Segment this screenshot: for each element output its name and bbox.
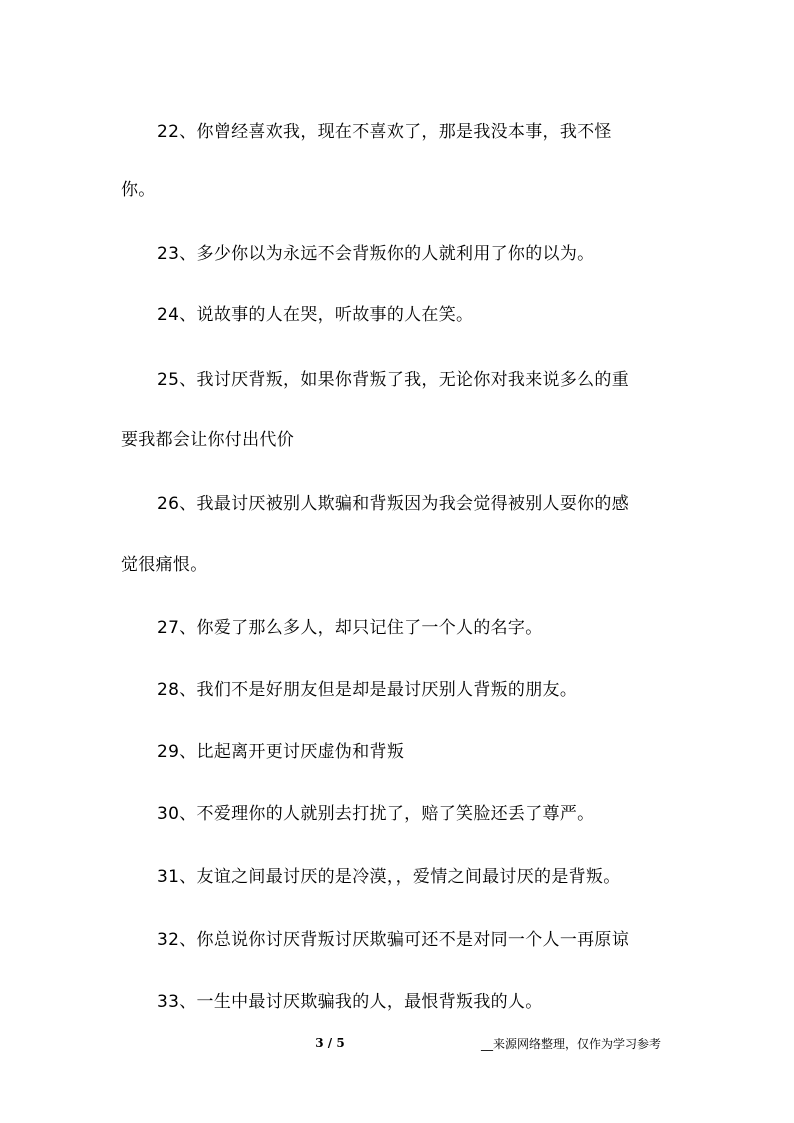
paragraph-line: 27、你爱了那么多人，却只记住了一个人的名字。 [157, 618, 543, 638]
footer-source-note: __来源网络整理，仅作为学习参考 [481, 1037, 662, 1051]
paragraph-line: 30、不爱理你的人就别去打扰了，赔了笑脸还丢了尊严。 [157, 804, 595, 824]
paragraph-line: 觉很痛恨。 [121, 555, 208, 575]
paragraph-line: 你。 [121, 180, 156, 200]
paragraph-line: 26、我最讨厌被别人欺骗和背叛因为我会觉得被别人耍你的感 [157, 494, 630, 514]
paragraph-line: 22、你曾经喜欢我，现在不喜欢了，那是我没本事，我不怪 [157, 122, 612, 142]
paragraph-line: 29、比起离开更讨厌虚伪和背叛 [157, 742, 405, 762]
paragraph-line: 要我都会让你付出代价 [121, 430, 294, 450]
paragraph-line: 25、我讨厌背叛，如果你背叛了我，无论你对我来说多么的重 [157, 370, 630, 390]
page-number: 3 / 5 [315, 1036, 345, 1050]
paragraph-line: 31、友谊之间最讨厌的是冷漠，，爱情之间最讨厌的是背叛。 [157, 867, 621, 887]
paragraph-line: 33、一生中最讨厌欺骗我的人，最恨背叛我的人。 [157, 992, 543, 1012]
paragraph-line: 23、多少你以为永远不会背叛你的人就利用了你的以为。 [157, 244, 595, 264]
paragraph-line: 28、我们不是好朋友但是却是最讨厌别人背叛的朋友。 [157, 680, 578, 700]
paragraph-line: 24、说故事的人在哭，听故事的人在笑。 [157, 305, 474, 325]
paragraph-line: 32、你总说你讨厌背叛讨厌欺骗可还不是对同一个人一再原谅 [157, 930, 630, 950]
